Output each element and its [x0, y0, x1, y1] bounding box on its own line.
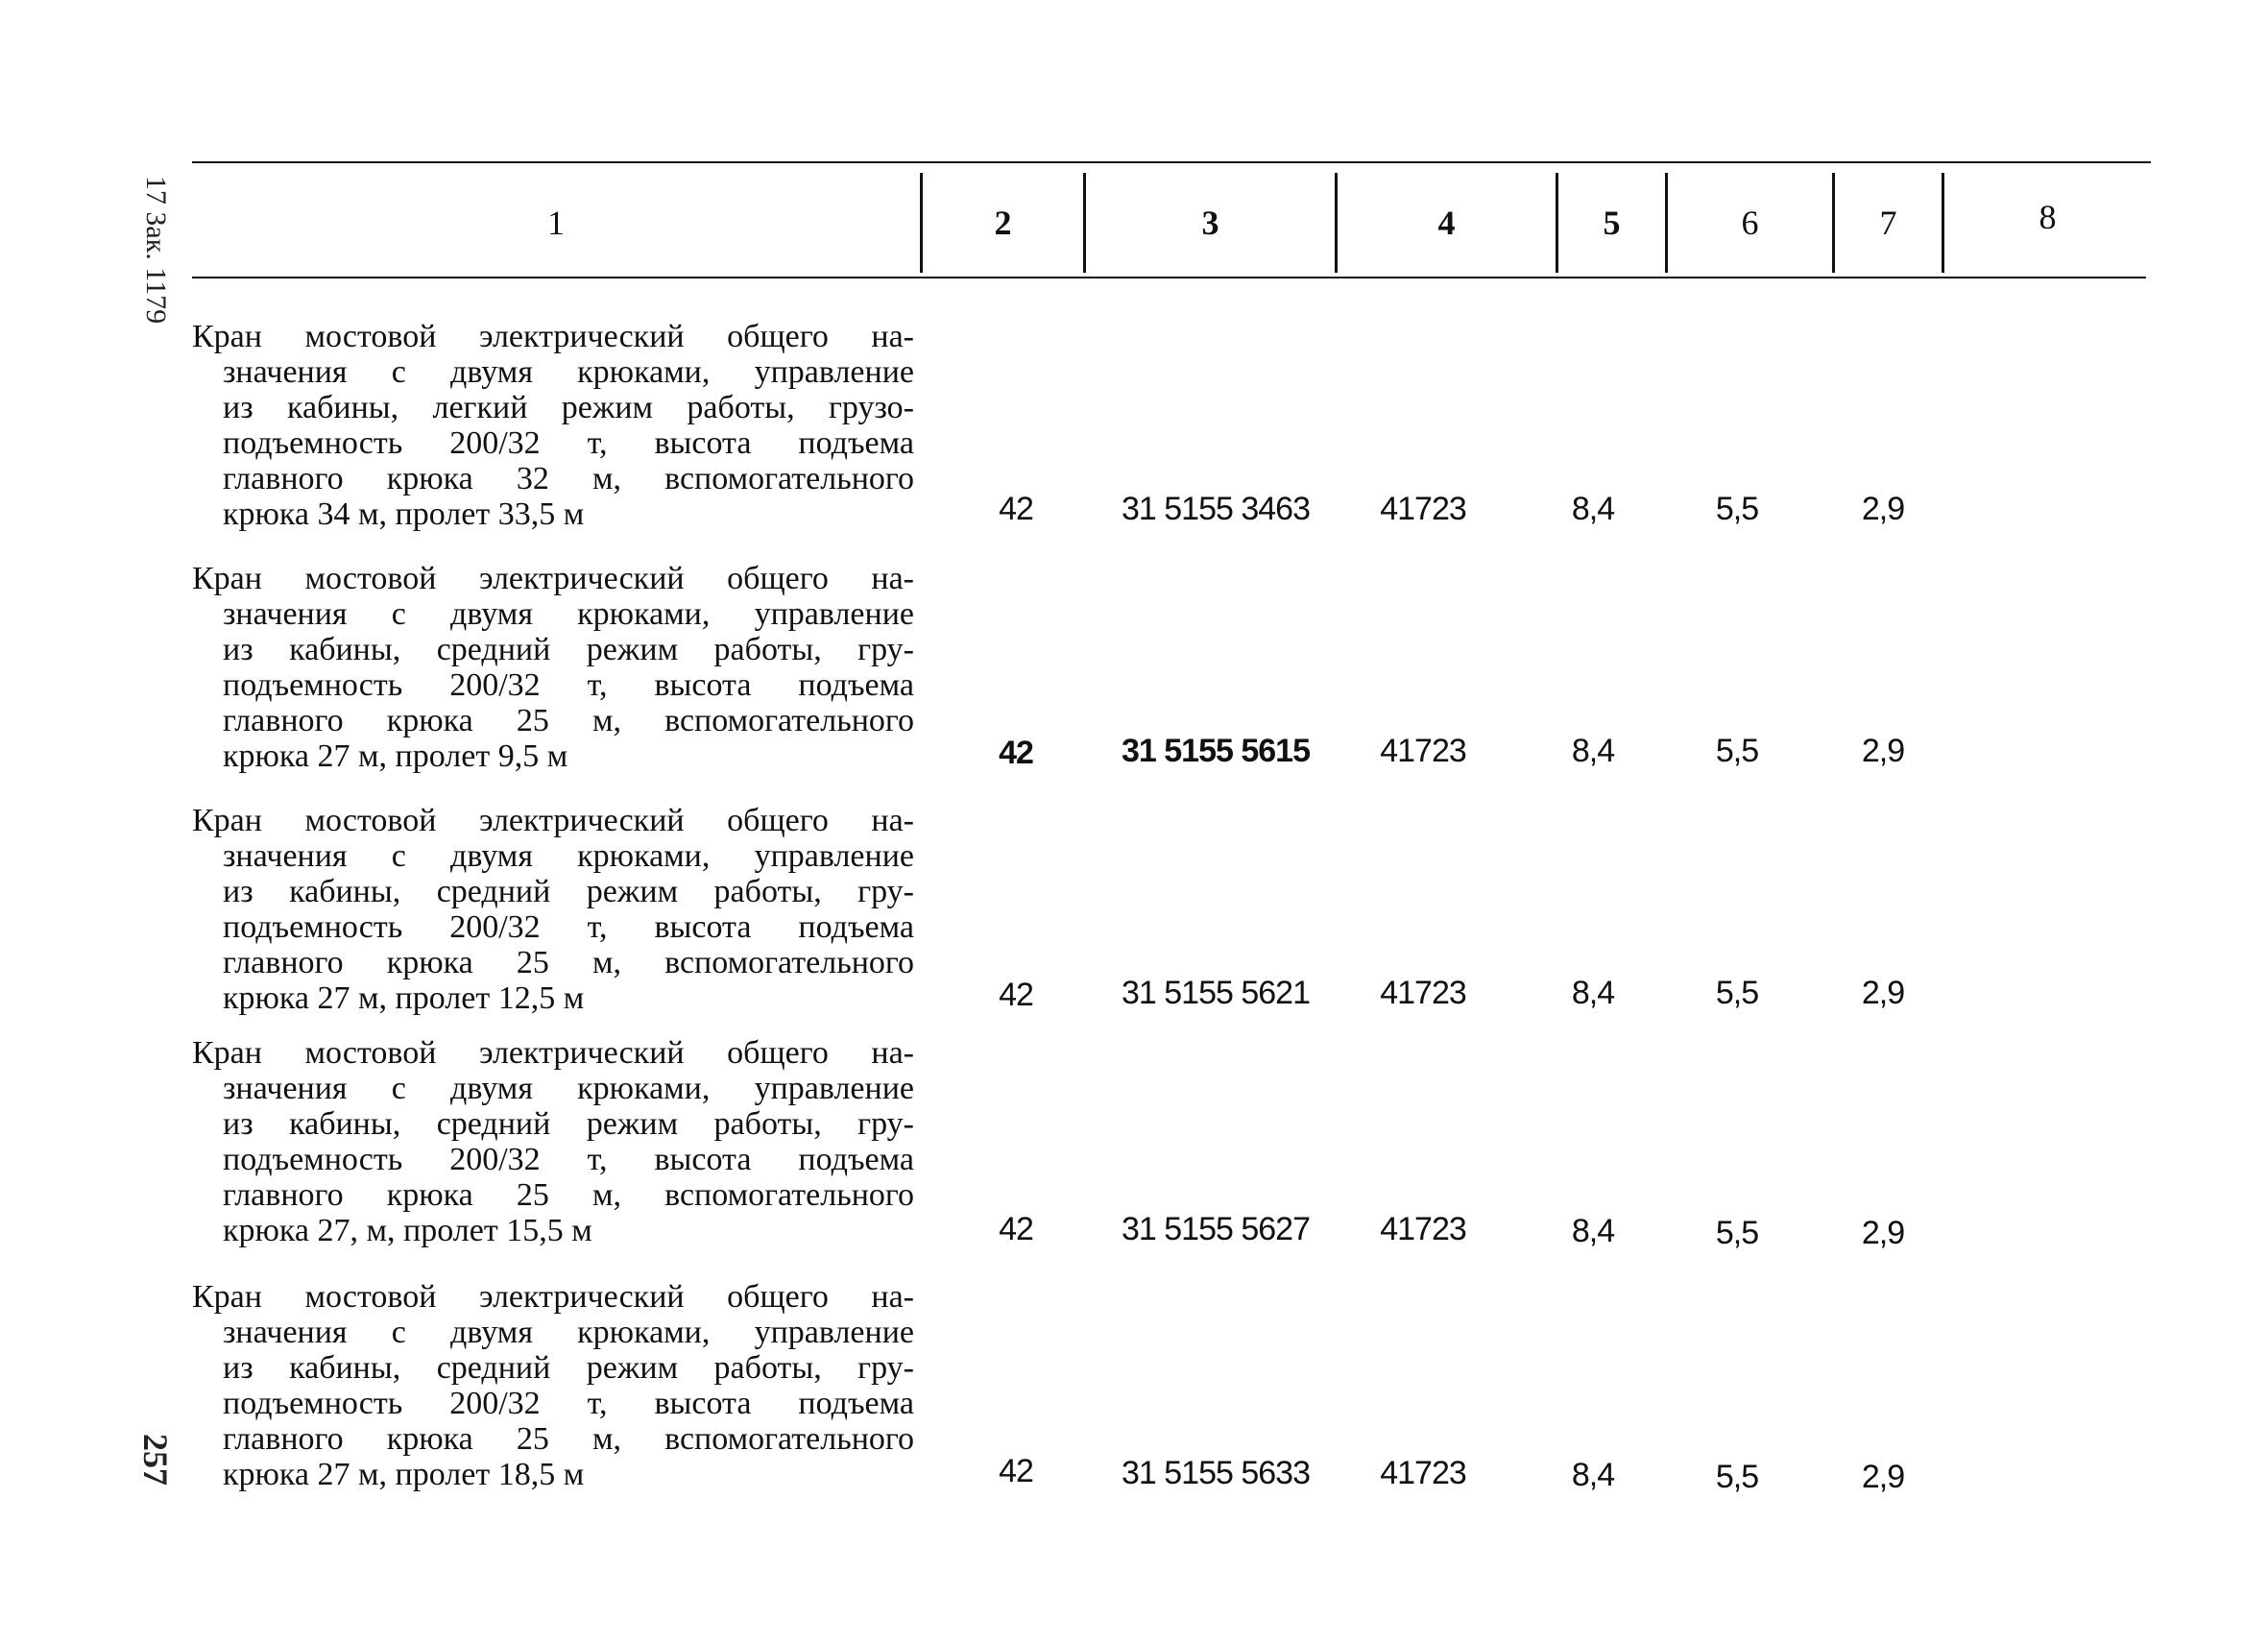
cell-col2: 42: [999, 735, 1033, 771]
row-description: [192, 561, 914, 774]
cell-col4: 41723: [1380, 975, 1466, 1011]
cell-col6: 5,5: [1715, 733, 1759, 769]
cell-col4: 41723: [1380, 1211, 1466, 1247]
column-header-7: 7: [1879, 204, 1897, 242]
cell-col5: 8,4: [1571, 1457, 1615, 1493]
column-header-1: 1: [547, 204, 565, 242]
description-line: подъемность 200/32 т, высота подъема: [223, 425, 914, 461]
description-line: Кран мостовой электрический общего на-: [192, 1035, 914, 1071]
column-header-6: 6: [1741, 204, 1759, 242]
description-line: крюка 27 м, пролет 9,5 м: [223, 738, 568, 774]
column-header-3: 3: [1201, 204, 1219, 242]
column-header-4: 4: [1437, 204, 1456, 242]
column-header-5: 5: [1603, 204, 1621, 242]
cell-col6: 5,5: [1715, 491, 1759, 527]
description-line: значения с двумя крюками, управление: [223, 1071, 914, 1106]
description-line: главного крюка 25 м, вспомогательного: [223, 1421, 914, 1457]
row-description: [192, 319, 914, 532]
page-number-text: 257: [136, 1434, 175, 1486]
description-line: подъемность 200/32 т, высота подъема: [223, 667, 914, 703]
description-line: главного крюка 25 м, вспомогательного: [223, 1177, 914, 1213]
row-description: [192, 1035, 914, 1248]
description-line: подъемность 200/32 т, высота подъема: [223, 1386, 914, 1421]
cell-col5: 8,4: [1571, 1213, 1615, 1249]
cell-col5: 8,4: [1571, 975, 1615, 1011]
description-line: главного крюка 32 м, вспомогательного: [223, 461, 914, 496]
description-line: значения с двумя крюками, управление: [223, 1315, 914, 1350]
column-header-8: 8: [2039, 198, 2057, 236]
page-number: [136, 1421, 175, 1498]
description-line: крюка 34 м, пролет 33,5 м: [223, 496, 585, 532]
table-header-bottom-rule: [192, 277, 2146, 278]
description-line: подъемность 200/32 т, высота подъема: [223, 909, 914, 945]
cell-col6: 5,5: [1715, 1459, 1759, 1495]
cell-col6: 5,5: [1715, 1215, 1759, 1251]
cell-col3: 31 5155 3463: [1122, 491, 1310, 527]
cell-col2: 42: [999, 977, 1033, 1013]
cell-col3: 31 5155 5621: [1122, 975, 1310, 1011]
cell-col5: 8,4: [1571, 733, 1615, 769]
cell-col2: 42: [999, 491, 1033, 527]
description-line: значения с двумя крюками, управление: [223, 838, 914, 874]
row-description: [192, 803, 914, 1016]
cell-col4: 41723: [1380, 1455, 1466, 1491]
description-line: значения с двумя крюками, управление: [223, 596, 914, 632]
cell-col5: 8,4: [1571, 491, 1615, 527]
description-line: Кран мостовой электрический общего на-: [192, 1279, 914, 1315]
cell-col4: 41723: [1380, 491, 1466, 527]
cell-col3: 31 5155 5615: [1122, 733, 1310, 769]
description-line: крюка 27, м, пролет 15,5 м: [223, 1213, 592, 1248]
description-line: подъемность 200/32 т, высота подъема: [223, 1142, 914, 1177]
description-line: из кабины, средний режим работы, гру-: [223, 1350, 914, 1386]
cell-col4: 41723: [1380, 733, 1466, 769]
description-line: главного крюка 25 м, вспомогательного: [223, 703, 914, 738]
row-description: [192, 1279, 914, 1492]
description-line: из кабины, средний режим работы, гру-: [223, 874, 914, 909]
description-line: из кабины, средний режим работы, гру-: [223, 632, 914, 667]
table-top-rule: [192, 161, 2151, 163]
description-line: крюка 27 м, пролет 18,5 м: [223, 1457, 585, 1492]
description-line: крюка 27 м, пролет 12,5 м: [223, 980, 585, 1016]
margin-note-text: 17 Зак. 1179: [140, 175, 172, 325]
description-line: Кран мостовой электрический общего на-: [192, 561, 914, 596]
cell-col7: 2,9: [1861, 491, 1905, 527]
description-line: из кабины, средний режим работы, гру-: [223, 1106, 914, 1142]
cell-col3: 31 5155 5633: [1122, 1455, 1310, 1491]
cell-col7: 2,9: [1861, 733, 1905, 769]
description-line: значения с двумя крюками, управление: [223, 354, 914, 390]
description-line: главного крюка 25 м, вспомогательного: [223, 945, 914, 980]
column-header-2: 2: [994, 204, 1012, 242]
cell-col3: 31 5155 5627: [1122, 1211, 1310, 1247]
cell-col7: 2,9: [1861, 1459, 1905, 1495]
cell-col2: 42: [999, 1211, 1033, 1247]
description-line: Кран мостовой электрический общего на-: [192, 319, 914, 354]
cell-col7: 2,9: [1861, 1215, 1905, 1251]
description-line: Кран мостовой электрический общего на-: [192, 803, 914, 838]
cell-col6: 5,5: [1715, 975, 1759, 1011]
cell-col7: 2,9: [1861, 975, 1905, 1011]
cell-col2: 42: [999, 1453, 1033, 1489]
margin-note: [136, 154, 175, 346]
description-line: из кабины, легкий режим работы, грузо-: [223, 390, 914, 425]
